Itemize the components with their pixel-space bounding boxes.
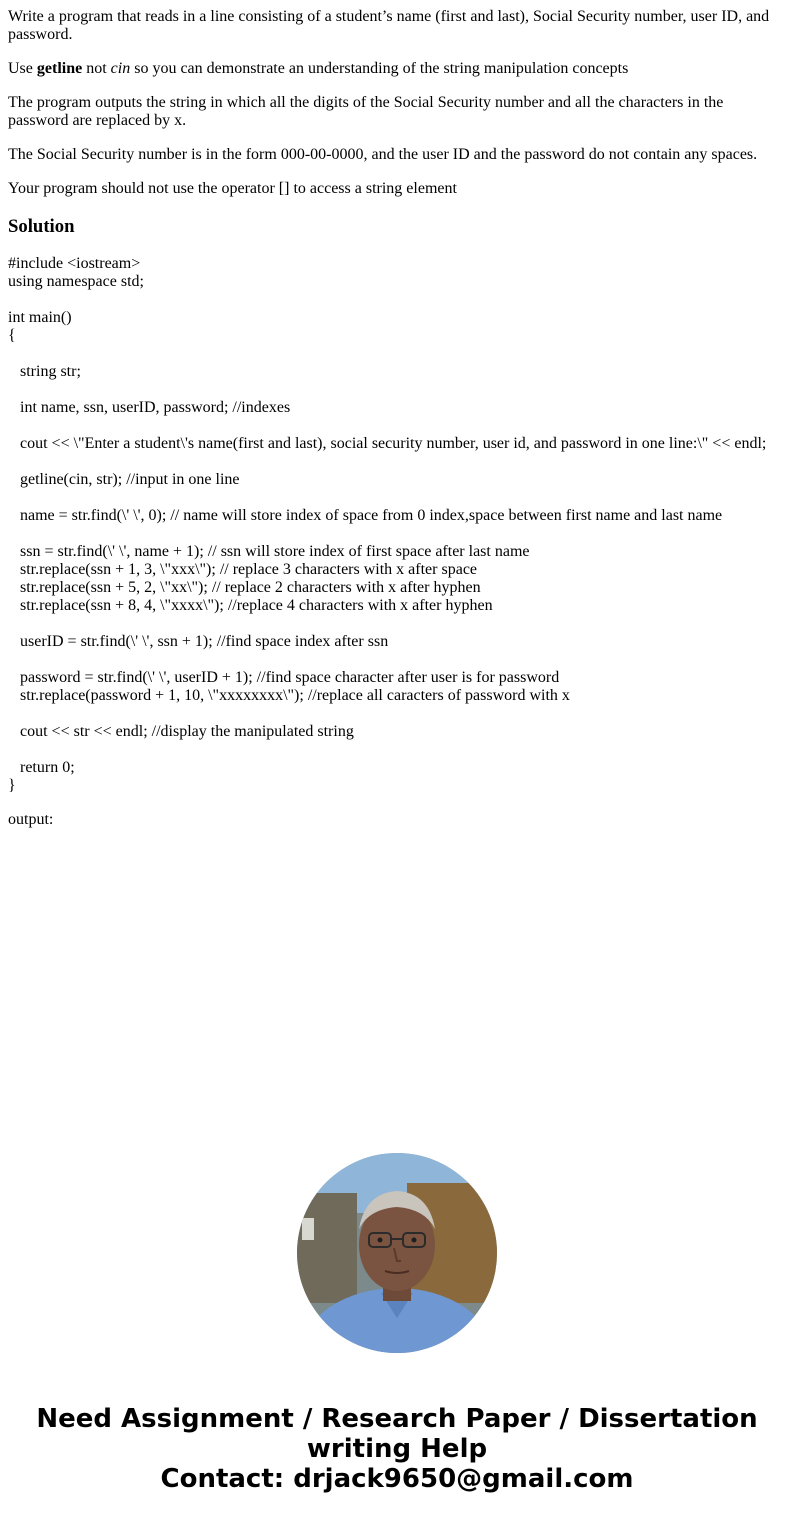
portrait-image <box>297 1153 497 1353</box>
footer-line-2: writing Help <box>306 1434 488 1464</box>
portrait-wall-left <box>297 1193 357 1303</box>
footer-promo <box>0 1404 794 1494</box>
question-paragraph-3: The program outputs the string in which all the digits of the Social Security number and all the characters in the password are replaced by x. <box>8 94 724 129</box>
p2-post: so you can demonstrate an understanding of the string manipulation concepts <box>130 60 629 77</box>
code-blank-line <box>8 525 784 543</box>
question-paragraph-4: The Social Security number is in the form 000-00-0000, and the user ID and the password do not contain any spaces. <box>8 146 758 163</box>
code-line: name = str.find(\' \', 0); // name will store index of space from 0 index,space between first name and last name <box>20 507 723 524</box>
code-line: str.replace(ssn + 5, 2, \"xx\"); // replace 2 characters with x after hyphen <box>20 579 481 596</box>
code-blank-line <box>8 705 784 723</box>
solution-heading: Solution <box>8 216 75 237</box>
code-blank-line <box>8 615 784 633</box>
code-blank-line <box>8 345 784 363</box>
p2-mid: not <box>82 60 111 77</box>
author-portrait <box>297 1153 497 1353</box>
footer-line-1: Need Assignment / Research Paper / Dissertation <box>36 1404 758 1434</box>
p2-pre: Use <box>8 60 37 77</box>
code-line: { <box>8 327 16 344</box>
solution-code-block <box>8 255 784 795</box>
code-blank-line <box>8 651 784 669</box>
question-paragraph-5: Your program should not use the operator [] to access a string element <box>8 180 457 197</box>
code-blank-line <box>8 453 784 471</box>
code-blank-line <box>8 489 784 507</box>
footer-line-3: Contact: drjack9650@gmail.com <box>160 1464 634 1494</box>
code-line: str.replace(ssn + 8, 4, \"xxxx\"); //replace 4 characters with x after hyphen <box>20 597 493 614</box>
code-line: int name, ssn, userID, password; //indexes <box>20 399 291 416</box>
code-line: userID = str.find(\' \', ssn + 1); //find space index after ssn <box>20 633 389 650</box>
code-line: cout << str << endl; //display the manipulated string <box>20 723 354 740</box>
code-line: password = str.find(\' \', userID + 1); //find space character after user is for password <box>20 669 560 686</box>
code-line: cout << \"Enter a student\'s name(first and last), social security number, user id, and password in one line:\" << endl; <box>20 435 767 452</box>
code-line: str.replace(ssn + 1, 3, \"xxx\"); // replace 3 characters with x after space <box>20 561 478 578</box>
code-blank-line <box>8 741 784 759</box>
code-line: #include <iostream> <box>8 255 141 272</box>
p2-italic-cin: cin <box>110 60 131 77</box>
code-line: getline(cin, str); //input in one line <box>20 471 240 488</box>
code-blank-line <box>8 417 784 435</box>
question-paragraph-2 <box>8 60 784 78</box>
code-blank-line <box>8 381 784 399</box>
portrait-switchboard <box>302 1218 314 1240</box>
document-body <box>8 8 784 829</box>
code-line: str.replace(password + 1, 10, \"xxxxxxxx\"); //replace all caracters of password with x <box>20 687 570 704</box>
portrait-eye-left <box>378 1238 383 1243</box>
p2-bold-getline: getline <box>36 60 83 77</box>
code-line: using namespace std; <box>8 273 144 290</box>
code-line: string str; <box>20 363 81 380</box>
question-paragraph-1: Write a program that reads in a line consisting of a student’s name (first and last), Social Security number, user ID, and password. <box>8 8 770 43</box>
portrait-eye-right <box>412 1238 417 1243</box>
code-line: int main() <box>8 309 72 326</box>
code-blank-line <box>8 291 784 309</box>
code-line: } <box>8 777 16 794</box>
code-line: ssn = str.find(\' \', name + 1); // ssn will store index of first space after last name <box>20 543 530 560</box>
output-label: output: <box>8 811 54 828</box>
code-line: return 0; <box>20 759 75 776</box>
